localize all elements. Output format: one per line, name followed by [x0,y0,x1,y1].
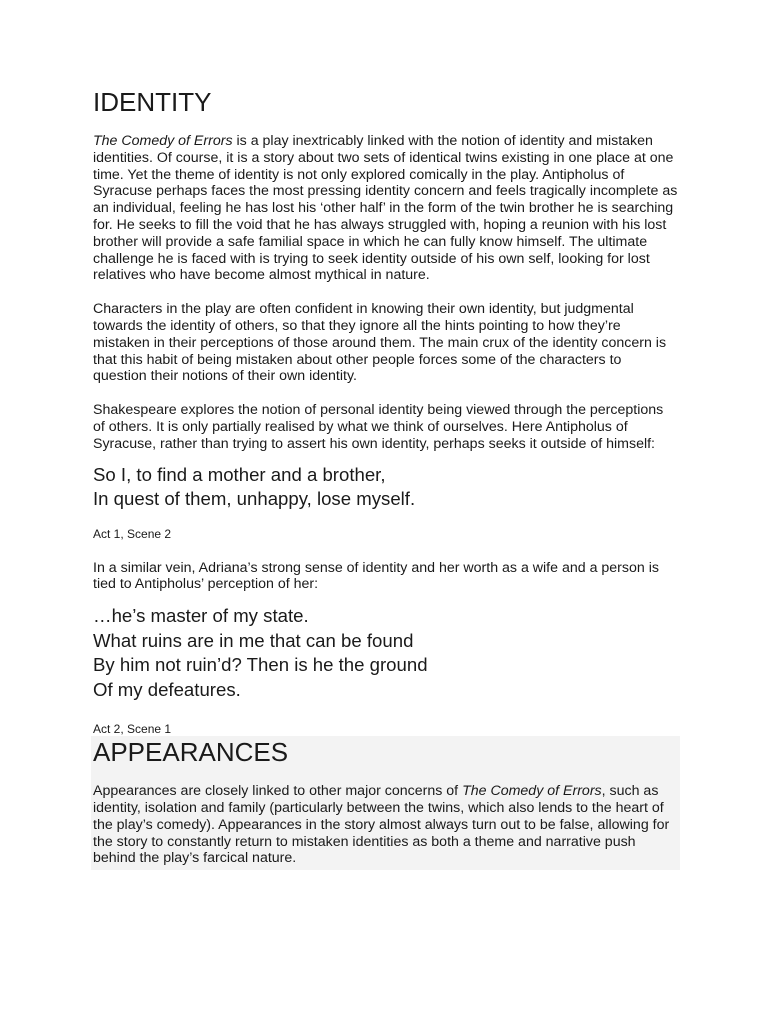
quote-line: In quest of them, unhappy, lose myself. [93,488,416,510]
appearances-text-before: Appearances are closely linked to other major concerns of [93,783,463,800]
identity-paragraph-1-text: is a play inextricably linked with the notion of identity and mistaken identities. Of course, it is a story about two sets of identical twins existing in one place at one time. Yet the theme of identity is not only explored comically in the play. Antipholus of Syracuse perhaps faces the most pressing identity concern and feels tragically incomplete as an individual, feeling he has lost his ‘other half’ in the form of the twin brother he is searching for. He seeks to fill the void that he has always struggled with, hoping a reunion with his lost brother will provide a safe familial space in which he can fully know himself. The ultimate challenge he is faced with is trying to seek identity outside of his own self, looking for lost relatives who have become almost mythical in nature. [93,133,678,284]
quote-act1 [93,463,678,512]
play-title: The Comedy of Errors [93,133,233,149]
citation-act2: Act 2, Scene 1 [93,722,172,737]
identity-paragraph-1 [93,133,678,284]
quote-line: …he’s master of my state. [93,605,309,627]
appearances-section [91,736,680,870]
appearances-paragraph-1 [93,783,678,867]
citation-act1: Act 1, Scene 2 [93,526,172,541]
quote-act2 [93,604,678,702]
appearances-text-after: , such as identity, isolation and family (particularly between the twins, which also lends to the heart of the play’s comedy). Appearances in the story almost always turn out to be false, allowing for the story to constantly return to mistaken identities as both a theme and narrative push behind the play’s farcical nature. [93,783,670,867]
quote-line: By him not ruin’d? Then is he the ground [93,654,428,676]
quote-line: Of my defeatures. [93,678,241,700]
quote-line: So I, to find a mother and a brother, [93,463,386,485]
identity-paragraph-3: Shakespeare explores the notion of personal identity being viewed through the perceptions of others. It is only partially realised by what we think of ourselves. Here Antipholus of Syracuse, rather than trying to assert his own identity, perhaps seeks it outside of himself: [93,402,664,452]
identity-paragraph-2: Characters in the play are often confident in knowing their own identity, but judgmental towards the identity of others, so that they ignore all the hints pointing to how they’re mistaken in their perceptions of those around them. The main crux of the identity concern is that this habit of being mistaken about other people forces some of the characters to question their notions of their own identity. [93,301,667,385]
play-title: The Comedy of Errors [462,783,602,800]
heading-identity: IDENTITY [93,87,212,117]
document-content [93,86,678,870]
identity-paragraph-4: In a similar vein, Adriana’s strong sense of identity and her worth as a wife and a person is tied to Antipholus’ perception of her: [93,559,659,593]
heading-appearances: APPEARANCES [93,737,289,768]
quote-line: What ruins are in me that can be found [93,629,414,651]
